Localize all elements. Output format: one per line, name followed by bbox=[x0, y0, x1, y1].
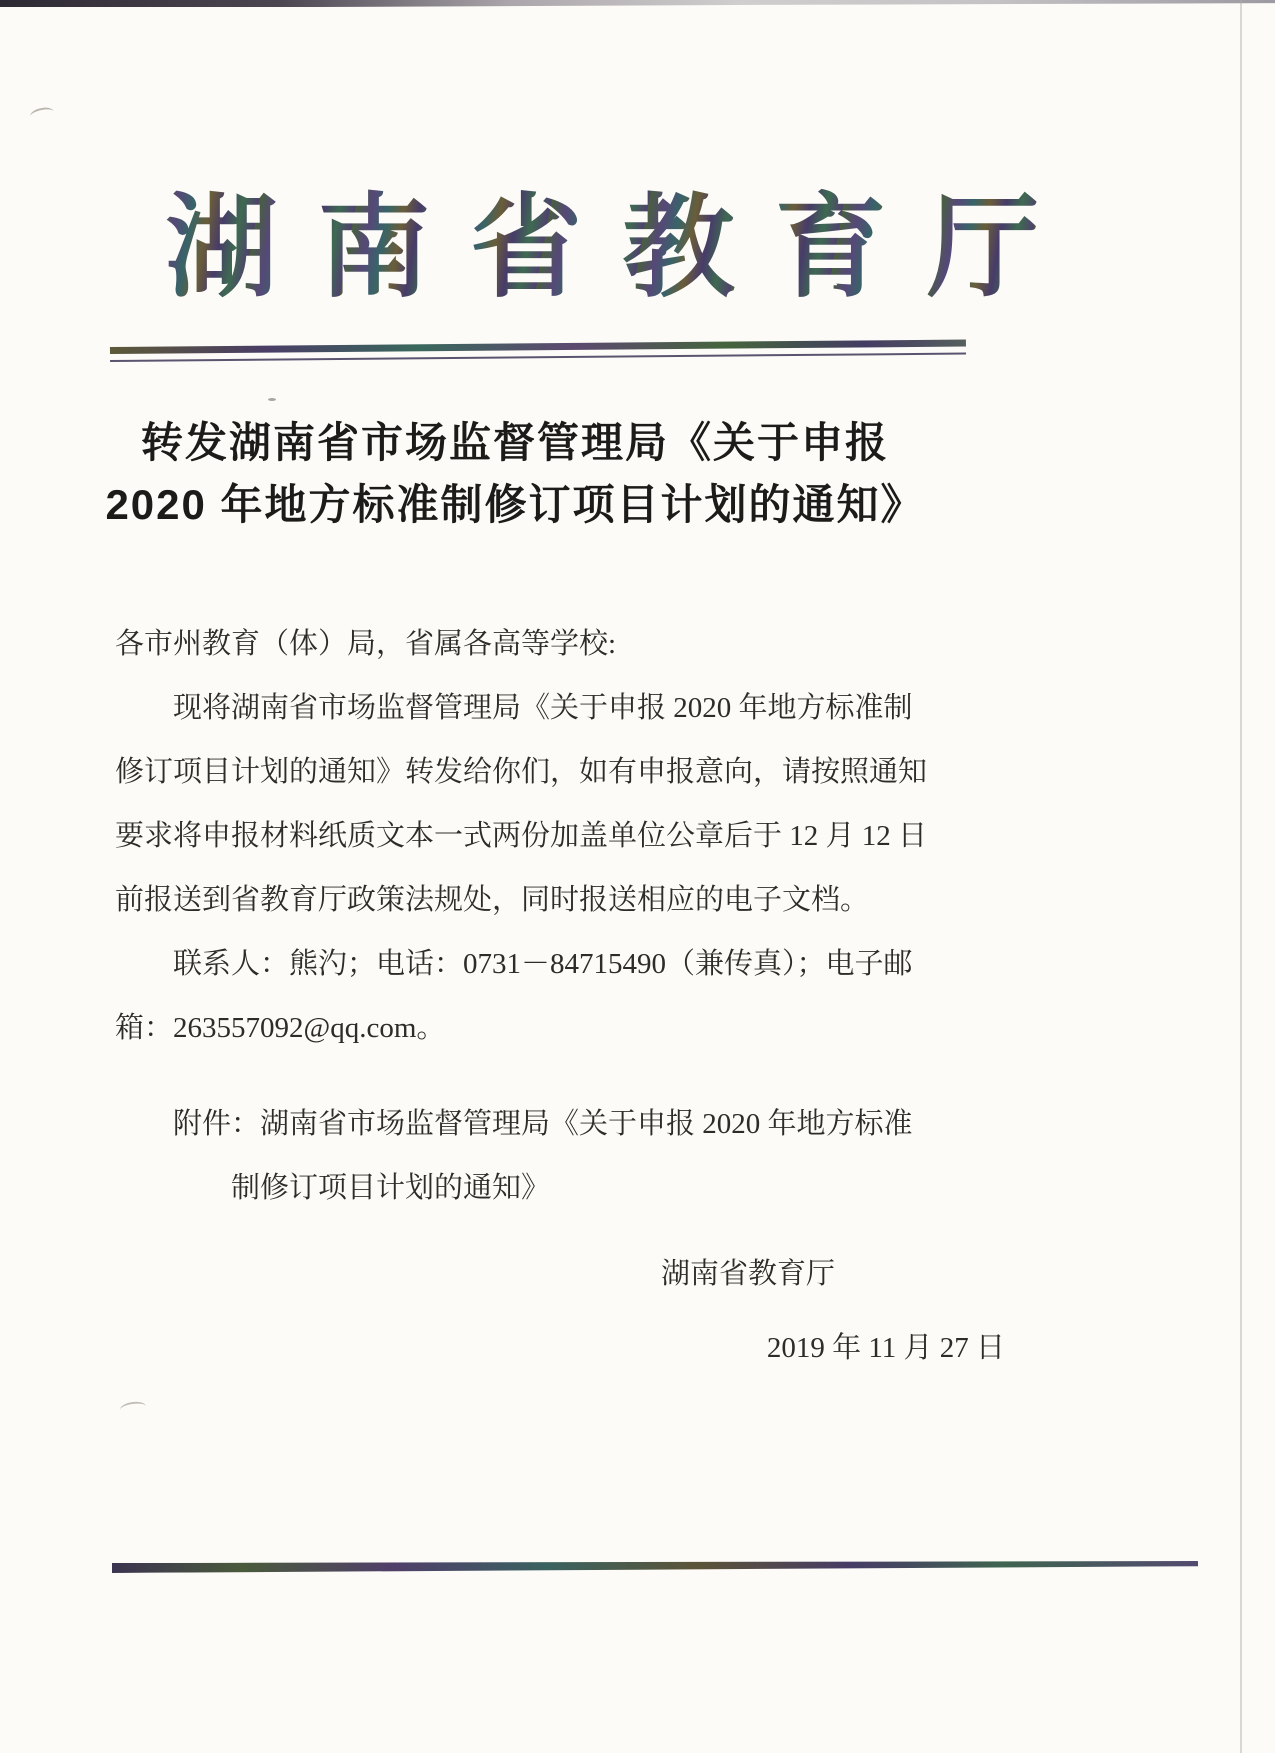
letterhead-divider bbox=[110, 340, 966, 362]
paragraph-contact bbox=[115, 932, 1015, 1060]
divider-thick-line bbox=[110, 340, 966, 354]
signature-issuer: 湖南省教育厅 bbox=[660, 1258, 835, 1290]
paragraph-line: 前报送到省教育厅政策法规处，同时报送相应的电子文档。 bbox=[115, 884, 870, 916]
scan-artifact bbox=[29, 106, 55, 123]
scan-edge-artifact bbox=[0, 0, 1275, 7]
contact-email-line: 箱：263557092@qq.com。 bbox=[115, 1012, 446, 1044]
footer-divider bbox=[112, 1559, 1198, 1573]
attachment-line2: 制修订项目计划的通知》 bbox=[231, 1172, 551, 1204]
letterhead-agency-name: 湖南省教育厅 bbox=[0, 182, 1275, 316]
signature-section bbox=[115, 1242, 1015, 1380]
document-body bbox=[115, 612, 1015, 1380]
divider-thin-line bbox=[110, 353, 966, 362]
contact-line: 联系人：熊汋；电话：0731－84715490（兼传真）；电子邮 bbox=[173, 948, 913, 980]
document-title bbox=[0, 412, 1030, 536]
salutation: 各市州教育（体）局，省属各高等学校: bbox=[115, 628, 617, 660]
paragraph-main bbox=[115, 676, 1015, 932]
attachment-section bbox=[115, 1092, 1015, 1220]
signature-date: 2019 年 11 月 27 日 bbox=[766, 1332, 1005, 1364]
scan-artifact bbox=[268, 398, 276, 401]
scan-artifact bbox=[119, 1400, 146, 1416]
document-title-line1: 转发湖南省市场监督管理局《关于申报 bbox=[140, 419, 889, 467]
paragraph-line: 要求将申报材料纸质文本一式两份加盖单位公章后于 12 月 12 日 bbox=[115, 820, 928, 852]
paragraph-line: 修订项目计划的通知》转发给你们，如有申报意向，请按照通知 bbox=[115, 756, 928, 788]
scan-line-artifact bbox=[1240, 0, 1242, 1753]
paragraph-line: 现将湖南省市场监督管理局《关于申报 2020 年地方标准制 bbox=[173, 692, 913, 724]
attachment-line1: 附件：湖南省市场监督管理局《关于申报 2020 年地方标准 bbox=[173, 1108, 913, 1140]
document-title-line2: 2020 年地方标准制修订项目计划的通知》 bbox=[105, 481, 925, 529]
